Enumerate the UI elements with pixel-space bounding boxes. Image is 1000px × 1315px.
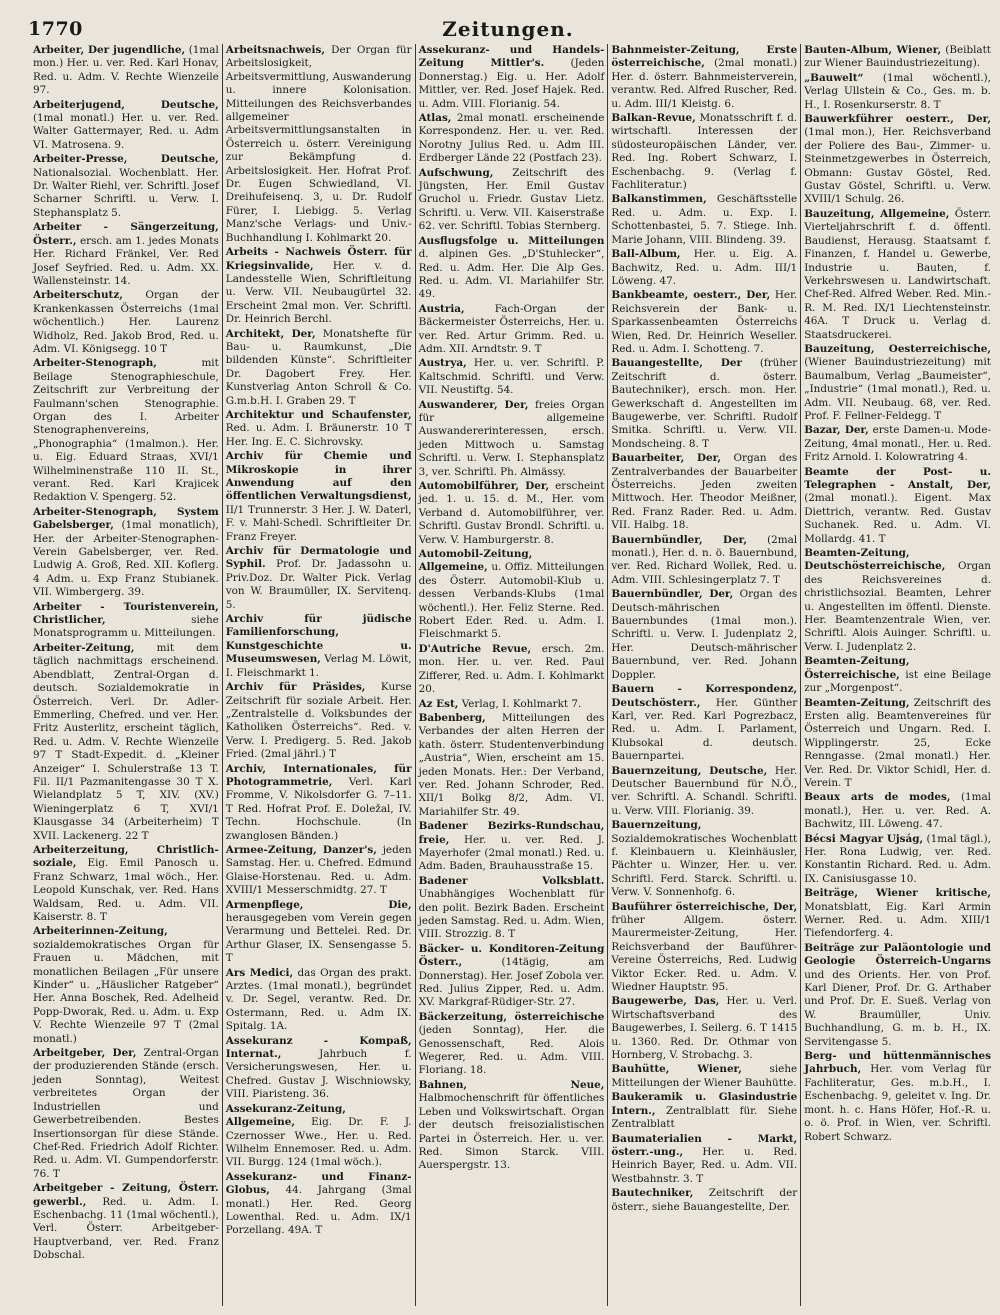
- entry-title: Bauernzeitung, Deutsche,: [611, 764, 768, 777]
- directory-entry: [611, 588, 797, 682]
- entry-title: Bauführer österreichische, Der,: [611, 900, 798, 913]
- directory-entry: [611, 819, 797, 899]
- entry-text: Organ der Krankenkassen Österreichs (1mal wöchentlich.) Her. Laurenz Widholz, Red. Jakob Brod, Red. u. Adm. VI. Königsegg. 10 T: [33, 289, 219, 355]
- column-3: [416, 44, 609, 1306]
- directory-entry: [419, 112, 605, 166]
- entry-title: Architekt, Der,: [225, 327, 316, 340]
- entry-title: Ars Medici,: [225, 966, 294, 979]
- entry-title: Bécsi Magyar Ujság,: [804, 832, 924, 845]
- directory-entry: [33, 289, 219, 356]
- directory-entry: [226, 613, 412, 680]
- entry-title: Bauarbeiter, Der,: [611, 452, 722, 465]
- directory-entry: [804, 655, 991, 695]
- entry-title: Ausflugsfolge u. Mitteilungen: [418, 234, 605, 247]
- directory-entry: [33, 844, 219, 924]
- entry-title: Aufschwung,: [418, 166, 494, 179]
- entry-title: Babenberg,: [418, 711, 486, 724]
- entry-title: Arbeitgeber, Der,: [33, 1047, 137, 1060]
- directory-entry: [419, 357, 605, 397]
- directory-entry: [804, 72, 991, 112]
- entry-title: Archiv, Internationales, für Photogrammetrie,: [225, 762, 412, 788]
- entry-text: Monatsschrift f. d. wirtschaftl. Interessen der südosteuropäischen Länder, ver. Red. Ing. Robert Schwarz, I. Eschenbachg. 9. (Verlag f. Fachliteratur.): [611, 112, 798, 192]
- entry-text: ist eine Beilage zur „Morgenpost“.: [804, 668, 991, 695]
- directory-entry: [33, 642, 219, 843]
- entry-text: (2mal monatl.), Her. d. n. ö. Bauernbund, ver. Red. Richard Wollek, Red. u. Adm. VIII. Schlesingerplatz 7. T: [611, 533, 798, 586]
- entry-text: (1mal monatl.) Her. u. ver. Red. Walter Gattermayer, Red. u. Adm VI. Matrosena. 9.: [33, 112, 219, 151]
- entry-title: Bauangestellte, Der: [611, 357, 743, 370]
- directory-entry: [611, 1063, 797, 1090]
- entry-title: Arbeiter-Stenograph, System Gabelsberger,: [33, 505, 219, 532]
- directory-entry: [33, 357, 219, 504]
- directory-entry: [419, 303, 605, 357]
- directory-entry: [804, 833, 991, 887]
- column-4: [608, 44, 801, 1306]
- directory-entry: [226, 328, 412, 408]
- entry-text: mit dem täglich nachmittags erscheinend. Abendblatt, Zentral-Organ d. deutsch. Sozialdemokratie in Österreich. Verl. Dr. Adler-Emmerling, Chefred. und ver. Her. Fritz Austerlitz, erscheint täglich, Red. u. Adm. V. Rechte Wienzeile 97 T Stadt-Expedit. d. „Kleiner Anzeiger“ I. Schulerstraße 13 T. Fil. II/1 Pazmanitengasse 30 T X. Wielandplatz 5 T, XIV. (XV.) Wieningerplatz 6 T, XVI/1 Klausgasse 34 (Arbeiterheim) T XVII. Lackenerg. 22 T: [33, 641, 219, 842]
- directory-entry: [419, 820, 605, 874]
- directory-entry: [33, 99, 219, 153]
- entry-title: Arbeiter - Sängerzeitung, Österr.,: [33, 221, 219, 247]
- entry-title: Archiv für Chemie und Mikroskopie in ihrer Anwendung auf den öffentlichen Verwaltungsdienst,: [225, 450, 412, 503]
- directory-entry: [226, 681, 412, 761]
- directory-entry: [419, 712, 605, 819]
- entry-title: Arbeiterjugend, Deutsche,: [33, 98, 219, 111]
- entry-title: Balkan-Revue,: [611, 112, 696, 125]
- entry-text: 2mal monatl. erscheinende Korrespondenz. Her. u. ver. Red. Norotny Julius Red. u. Adm III. Erdberger Lände 22 (Postfach 23).: [418, 112, 605, 165]
- entry-text: Mitteilungen des Verbandes der alten Herren der kath. österr. Studentenverbindung „Austria“, Wien, erscheint am 15. jeden Monats. Her.: Der Verband, ver. Red. Johann Schroder, Red. XII/1 Bolkg 8/2, Adm. VI. Mariahilfer Str. 49.: [418, 711, 605, 818]
- directory-entry: [419, 167, 605, 234]
- directory-entry: [611, 44, 797, 111]
- entry-text: Nationalsozial. Wochenblatt. Her. Dr. Walter Riehl, ver. Schriftl. Josef Scharner Schriftl. u. Verw. I. Stephansplatz 5.: [33, 166, 219, 219]
- directory-entry: [611, 248, 797, 288]
- directory-entry: [804, 44, 991, 71]
- entry-title: Automobil-Zeitung, Allgemeine,: [418, 548, 533, 574]
- directory-entry: [419, 943, 605, 1010]
- entry-title: Badener Volksblatt.: [418, 874, 605, 887]
- entry-text: (2mal monatl.). Eigent. Max Diettrich, verantw. Red. Gustav Suchanek. Red. u. Adm. VI. Mollardg. 41. T: [804, 492, 991, 545]
- directory-entry: [33, 153, 219, 220]
- directory-entry: [33, 925, 219, 1046]
- entry-text: Her. Günther Karl, ver. Red. Karl Pogrezbacz, Red. u. Adm. I. Parlament, Klubsokal d. deutsch. Bauernpartei.: [611, 696, 798, 763]
- entry-title: Armee-Zeitung, Danzer's,: [225, 843, 377, 856]
- entry-text: Her. u. ver. Schriftl. P. Kaltschmid. Schriftl. und Verw. VII. Neustiftg. 54.: [418, 357, 605, 397]
- entry-title: Badener Bezirks-Rundschau, freie,: [418, 820, 605, 846]
- column-2: [223, 44, 416, 1306]
- entry-title: Berg- und hüttenmännisches Jahrbuch,: [804, 1050, 991, 1076]
- entry-title: Baugewerbe, Das,: [611, 995, 720, 1008]
- directory-entry: [226, 1103, 412, 1170]
- column-5: [801, 44, 994, 1306]
- entry-text: erscheint jed. 1. u. 15. d. M., Her. vom Verband d. Automobilführer, ver. Schriftl. Gustav Brondl. Schriftl. u. Verw. V. Hamburgerstr. 8.: [418, 480, 605, 546]
- entry-text: (1mal monatlich), Her. der Arbeiter-Stenographen-Verein Gabelsberger, ver. Red. Ludwig A. Groß, Red. XII. Koflerg. 4 Adm. u. Exp Franz Stubianek. VII. Wimbergerg. 39.: [33, 519, 219, 599]
- page-header: [28, 14, 988, 44]
- entry-title: Bauten-Album, Wiener,: [804, 44, 942, 56]
- directory-entry: [611, 995, 797, 1062]
- entry-text: Verl. Karl Fromme, V. Nikolsdorfer G. 7–11. T Red. Hofrat Prof. E. Doležal, IV. Techn. Hochschule. (In zwanglosen Bänden.): [225, 775, 412, 842]
- entry-title: Bäckerzeitung, österreichische: [418, 1010, 605, 1023]
- entry-text: (14tägig, am Donnerstag). Her. Josef Zobola ver. Red. Julius Zipper, Red. u. Adm. XV. Markgraf-Rüdiger-Str. 27.: [418, 956, 605, 1009]
- entry-title: Bauwerkführer oesterr., Der,: [804, 113, 991, 126]
- entry-text: Her. u. Verl. Wirtschaftsverband des Baugewerbes, I. Seilerg. 6. T 1415 u. 1360. Red. Dr. Othmar von Hornberg, V. Strobachg. 3.: [611, 995, 798, 1062]
- entry-text: das Organ des prakt. Arztes. (1mal monatl.), begründet v. Dr. Segel, verantw. Red. Dr. Ostermann, Red. u. Adm IX. Spitalg. 1A.: [225, 966, 412, 1033]
- entry-title: Archiv für Dermatologie und Syphil.: [225, 545, 412, 571]
- directory-entry: [611, 452, 797, 532]
- entry-title: Assekuranz- und Handels-Zeitung Mittler's.: [418, 44, 605, 70]
- entry-title: D'Autriche Revue,: [418, 642, 532, 655]
- entry-title: Bäcker- u. Konditoren-Zeitung Österr.,: [418, 942, 605, 969]
- entry-text: (1mal wöchentl.), Verlag Ullstein & Co., Ges. m. b. H., I. Rosenkurserstr. 8. T: [804, 71, 991, 111]
- entry-title: Atlas,: [418, 112, 452, 125]
- entry-title: Arbeiter-Stenograph,: [33, 357, 157, 370]
- entry-text: Geschäftsstelle Red. u. Adm. u. Exp. I. Schottenbastei, 5. 7. Stiege. Inh. Marie Johann, VIII. Blindeng. 39.: [611, 193, 798, 246]
- entry-title: Beiträge, Wiener kritische,: [804, 887, 991, 900]
- entry-text: Eig. Dr. F. J. Czernosser Wwe., Her. u. Red. Wilhelm Ennemoser. Red. u. Adm. VII. Burgg. 124 (1mal wöch.).: [225, 1116, 412, 1169]
- directory-entry: [226, 763, 412, 843]
- directory-entry: [226, 899, 412, 966]
- page-number: 1770: [28, 18, 83, 40]
- entry-text: (1mal mon.), Her. Reichsverband der Poliere des Bau-, Zimmer- u. Steinmetzgewerbes in Österreich, Obmann: Gustav Göstel, Red. Gustav Göstel, Schriftl. u. Verw. XVIII/1 Schulg. 26.: [804, 126, 991, 206]
- entry-title: Archiv für Präsides,: [225, 681, 366, 694]
- entry-text: erste Damen-u. Mode-Zeitung, 4mal monatl., Her. u. Red. Fritz Arnold. I. Kolowratring 4.: [804, 424, 991, 464]
- entry-text: (1mal tägl.), Her. Rona Ludwig, ver. Red. Konstantin Richard. Red. u. Adm. IX. Canisiusgasse 10.: [804, 832, 991, 885]
- entry-text: Fach-Organ der Bäckermeister Österreichs, Her. u. ver. Red. Artur Grimm. Red. u. Adm. XII. Arndtstr. 9. T: [418, 302, 605, 355]
- entry-text: Organ des Deutsch-mährischen Bauernbundes (1mal mon.). Schriftl. u. Verw. I. Judenplatz 2, Her. Deutsch-mährischer Bauernbund, ver. Red. Johann Doppler.: [611, 588, 798, 681]
- entry-title: Beaux arts de modes,: [804, 791, 951, 804]
- entry-title: Az Est,: [418, 697, 459, 710]
- directory-entry: [611, 1133, 797, 1187]
- entry-text: Zeitschrift des Ersten allg. Beamtenvereines für Österreich und Ungarn. Red. I. Wipplingerstr. 25, Ecke Renngasse. (2mal monatl.) Her. Ver. Red. Dr. Viktor Schidl, Her. d. Verein. T: [804, 696, 991, 789]
- entry-text: Monatshefte für Bau- u. Raumkunst, „Die bildenden Künste“. Schriftleiter Dr. Dagobert Frey. Her. Kunstverlag Anton Schroll & Co. G.m.b.H. I. Graben 29. T: [225, 327, 412, 407]
- directory-entry: [611, 901, 797, 995]
- directory-entry: [611, 1091, 797, 1131]
- entry-title: Bahnmeister-Zeitung, Erste österreichische,: [611, 44, 798, 70]
- directory-entry: [226, 246, 412, 326]
- entry-title: Bauern - Korrespondenz, Deutschösterr.,: [611, 683, 798, 709]
- entry-title: Arbeiter, Der jugendliche,: [33, 44, 186, 56]
- entry-title: Bauernbündler, Der,: [611, 533, 748, 546]
- directory-entry: [804, 791, 991, 831]
- directory-entry: [611, 765, 797, 819]
- directory-entry: [33, 601, 219, 641]
- directory-entry: [226, 545, 412, 612]
- entry-text: (2mal monatl.) Her. d. österr. Bahnmeisterverein, verantw. Red. Alfred Ruscher, Red. u. Adm. III/1 Kleistg. 6.: [611, 57, 798, 110]
- directory-entry: [611, 112, 797, 192]
- entry-text: (Jeden Donnerstag.) Eig. u. Her. Adolf Mittler, ver. Red. Josef Hajek. Red. u. Adm. VIII. Florianig. 54.: [418, 57, 605, 110]
- directory-entry: [611, 534, 797, 588]
- entry-title: Baukeramik u. Glasindustrie Intern.,: [611, 1091, 798, 1117]
- entry-text: Her. vom Verlag für Fachliteratur, Ges. m.b.H., I. Eschenbachg. 9, geleitet v. Ing. Dr. mont. h. c. Hans Höfer, Hof.-R. u. o. ö. Prof. in Wien, ver. Schriftl. Robert Schwarz.: [804, 1063, 991, 1143]
- entry-title: Arbeitsnachweis,: [225, 44, 325, 56]
- entry-title: Beamten-Zeitung, Deutschösterreichische,: [804, 547, 946, 573]
- entry-title: Assekuranz - Kompaß, Internat.,: [225, 1034, 412, 1061]
- directory-entry: [419, 235, 605, 302]
- entry-text: siehe Monatsprogramm u. Mitteilungen.: [33, 614, 219, 640]
- entry-text: Zeitschrift der österr., siehe Bauangestellte, Der.: [611, 1187, 798, 1213]
- entry-title: Ball-Album,: [611, 248, 681, 261]
- directory-entry: [804, 887, 991, 941]
- listing-columns: [30, 44, 994, 1306]
- entry-title: Automobilführer, Der,: [418, 480, 550, 492]
- entry-text: Verlag, I. Kohlmarkt 7.: [461, 697, 582, 710]
- directory-entry: [33, 1182, 219, 1262]
- entry-text: Österr. Vierteljahrschrift f. d. öffentl. Baudienst, Herausg. Staatsamt f. Finanzen, f. Handel u. Gewerbe, Industrie u. Bauten, f. Verkehrswesen u. Landwirtschaft. Chef-Red. Alfred Weber. Red. Min.-R. M. Red. IX/1 Liechtensteinstr. 46A. T Druck u. Verlag d. Staatsdruckerei.: [804, 207, 991, 341]
- directory-entry: [226, 1171, 412, 1238]
- directory-entry: [804, 942, 991, 1049]
- directory-entry: [611, 193, 797, 247]
- entry-title: Archiv für jüdische Familienforschung, Kunstgeschichte u. Museumswesen,: [225, 613, 412, 666]
- entry-text: 44. Jahrgang (3mal monatl.) Her. Red. Georg Lowenthal. Red. u. Adm. IX/1 Porzellang. 49A. T: [225, 1184, 412, 1237]
- directory-entry: [226, 844, 412, 898]
- entry-title: Arbeiterschutz,: [33, 289, 123, 302]
- entry-text: siehe Mitteilungen der Wiener Bauhütte.: [611, 1063, 798, 1089]
- entry-text: herausgegeben vom Verein gegen Verarmung und Bettelei. Red. Dr. Arthur Glaser, IX. Sensengasse 5. T: [225, 912, 412, 965]
- entry-title: Auswanderer, Der,: [418, 398, 529, 411]
- entry-text: Her. u. ver. Red. J. Mayerhofer (2mal monatl.) Red. u. Adm. Baden, Brauhausstraße 15.: [418, 833, 605, 873]
- entry-text: Prof. Dr. Jadassohn u. Priv.Doz. Dr. Walter Pick. Verlag von W. Braumüller, IX. Servitenq. 5.: [225, 558, 412, 611]
- entry-text: Red. u. Adm. I. Bräunerstr. 10 T Her. Ing. E. C. Sichrovsky.: [225, 422, 412, 448]
- entry-title: Assekuranz-Zeitung, Allgemeine,: [225, 1102, 346, 1129]
- entry-text: II/1 Trunnerstr. 3 Her. J. W. Daterl, F. v. Mahl-Schedl. Schriftleiter Dr. Franz Freyer.: [225, 503, 412, 543]
- directory-entry: [226, 450, 412, 544]
- entry-text: und des Orients. Her. von Prof. Karl Diener, Prof. Dr. G. Arthaber und Prof. Dr. E. Sueß. Verlag von W. Braumüller, Univ. Buchhandlung, G. m. b. H., IX. Servitengasse 5.: [804, 968, 991, 1048]
- directory-entry: [611, 289, 797, 356]
- entry-text: Unabhängiges Wochenblatt für den polit. Bezirk Baden. Erscheint jeden Samstag. Red. u. Adm. Wien, VIII. Strozzig. 8. T: [418, 888, 605, 941]
- entry-text: (jeden Sonntag), Her. die Genossenschaft, Red. Alois Wegerer, Red. u. Adm. VIII. Floriang. 18.: [418, 1024, 605, 1077]
- directory-entry: [226, 967, 412, 1034]
- directory-entry: [33, 221, 219, 288]
- entry-title: Baumaterialien - Markt, österr.-ung.,: [611, 1132, 798, 1158]
- entry-title: Beamten-Zeitung, Österreichische,: [804, 655, 910, 681]
- entry-title: Bauzeitung, Allgemeine,: [804, 207, 950, 220]
- directory-entry: [611, 1187, 797, 1214]
- entry-title: Bauernbündler, Der,: [611, 588, 734, 601]
- directory-entry: [804, 466, 991, 546]
- entry-text: Monatsblatt, Eig. Karl Armin Werner. Red. u. Adm. XIII/1 Tiefendorferg. 4.: [804, 900, 991, 940]
- entry-title: Bauhütte, Wiener,: [611, 1063, 742, 1076]
- page-title: Zeitungen.: [442, 17, 574, 41]
- directory-entry: [804, 113, 991, 207]
- entry-title: Arbeiterzeitung, Christlich-soziale,: [33, 843, 219, 870]
- entry-text: ersch. am 1. jedes Monats Her. Richard Fränkel, Ver. Red Josef Seyfried. Red. u. Adm. XX. Wallensteinstr. 14.: [33, 234, 219, 287]
- entry-text: u. Offiz. Mitteilungen des Österr. Automobil-Klub u. dessen Verbands-Klubs (1mal wöchentl.). Her. Feliz Sterne. Red. Robert Eder. Red. u. Adm. I. Fleischmarkt 5.: [418, 561, 605, 641]
- directory-entry: [226, 44, 412, 245]
- directory-entry: [804, 208, 991, 342]
- directory-entry: [419, 643, 605, 697]
- directory-entry: [419, 875, 605, 942]
- entry-text: freies Organ für allgemeine Auswandererinteressen, ersch. jeden Mittwoch u. Samstag Schriftl. u. Verw. I. Stephansplatz 3, ver. Schriftl. Ph. Almässy.: [418, 398, 605, 478]
- entry-title: „Bauwelt“: [804, 71, 864, 84]
- entry-text: (1mal mon.) Her. u. ver. Red. Karl Honav, Red. u. Adm. V. Rechte Wienzeile 97.: [33, 44, 219, 97]
- directory-entry: [33, 1047, 219, 1181]
- entry-text: Halbmochenschrift für öffentliches Leben und Volkswirtschaft. Organ der deutsch freisozialistischen Partei in Österreich. Her. u. ver. Red. Simon Starck. VIII. Auerspergstr. 13.: [418, 1092, 605, 1172]
- entry-text: Organ des Reichsvereines d. christlichsozial. Beamten, Lehrer u. Angestellten im öffentl. Dienste. Her. Beamtenzentrale Wien, ver. Schriftl. Alois Auinger. Schriftl. u. Verw. I. Judenplatz 2.: [804, 560, 991, 653]
- entry-text: sozialdemokratisches Organ für Frauen u. Mädchen, mit monatlichen Beilagen „Für unsere Kinder“ u. „Häuslicher Ratgeber“ Her. Anna Boschek, Red. Adelheid Popp-Dworak, Red. u. Adm. u. Exp V. Rechte Wienzeile 97 T (2mal monatl.): [33, 938, 219, 1045]
- directory-entry: [804, 343, 991, 423]
- directory-entry: [611, 357, 797, 451]
- entry-text: Verlag M. Löwit, I. Fleischmarkt 1.: [225, 653, 412, 679]
- entry-text: (Beiblatt zur Wiener Bauindustriezeitung).: [804, 44, 991, 70]
- directory-entry: [226, 409, 412, 449]
- entry-text: Der Organ für Arbeitslosigkeit, Arbeitsvermittlung, Auswanderung u. innere Kolonisation. Mitteilungen des Reichsverbandes allgemeiner Arbeitsvermittlungsanstalten in Österreich u. österr. Vereinigung zur Bekämpfung d. Arbeitslosigkeit. Her. Hofrat Prof. Dr. Eugen Schwiedland, VI. Dreihufeisenq. 3, u. Dr. Rudolf Fürer, I. Liebigg. 5. Verlag Manz'sche Verlags- und Univ.-Buchhandlung I. Kohlmarkt 20.: [225, 44, 412, 244]
- entry-title: Arbeits - Nachweis Österr. für Kriegsinvalide,: [225, 246, 412, 272]
- directory-entry: [804, 424, 991, 464]
- entry-text: Organ des Zentralverbandes der Bauarbeiter Österreichs. Jeden zweiten Mittwoch. Her. Theodor Meißner, Red. Franz Rader. Red. u. Adm. VII. Halbg. 18.: [611, 452, 798, 532]
- entry-title: Arbeiter-Zeitung,: [33, 641, 135, 654]
- entry-text: (Wiener Bauindustriezeitung) mit Baumalbum, Verlag „Baumeister“, „Industrie“ (1mal monatl.), Red. u. Adm. VII. Neubaug. 68, ver. Red. Prof. F. Fellner-Feldegg. T: [804, 356, 991, 422]
- directory-entry: [419, 1011, 605, 1078]
- directory-entry: [419, 548, 605, 642]
- entry-title: Architektur und Schaufenster,: [225, 408, 412, 421]
- entry-text: Her. Deutscher Bauernbund für N.Ö., ver. Schriftl. A. Schandl. Schriftl. u. Verw. VIII. Florianig. 39.: [611, 764, 798, 817]
- entry-title: Bauzeitung, Oesterreichische,: [804, 342, 991, 355]
- entry-title: Balkanstimmen,: [611, 193, 707, 206]
- entry-title: Assekuranz- und Finanz-Globus,: [225, 1170, 412, 1197]
- entry-title: Bauernzeitung,: [611, 819, 702, 832]
- directory-entry: [804, 697, 991, 791]
- entry-title: Arbeiterinnen-Zeitung,: [33, 925, 168, 938]
- entry-text: Zeitschrift des Jüngsten, Her. Emil Gustav Gruchol u. Friedr. Gustav Lietz. Schriftl. u. Verw. VII. Kaiserstraße 62. ver. Schriftl. Tobias Sternberg.: [418, 166, 605, 233]
- directory-entry: [419, 698, 605, 711]
- entry-title: Arbeitgeber - Zeitung, Österr. gewerbl.,: [33, 1182, 219, 1208]
- entry-text: jeden Samstag. Her. u. Chefred. Edmund Glaise-Horstenau. Red. u. Adm. XVIII/1 Messerschmidtg. 27. T: [225, 843, 412, 897]
- entry-text: (1mal monatl.), Her. u. ver. Red. A. Bachwitz, III. Löweng. 47.: [804, 791, 991, 831]
- entry-title: Bahnen, Neue,: [418, 1078, 605, 1091]
- directory-entry: [611, 683, 797, 763]
- entry-text: (früher Zeitschrift d. österr. Bautechniker), ersch. mon. Her. Gewerkschaft d. Angestellten im Baugewerbe, ver. Schriftl. Rudolf Smitka. Schriftl. u. Verw. VII. Mondscheing. 8. T: [611, 357, 798, 450]
- entry-title: Austrya,: [418, 357, 467, 370]
- entry-title: Bazar, Der,: [804, 424, 869, 437]
- entry-text: ersch. 2m. mon. Her. u. ver. Red. Paul Zifferer, Red. u. Adm. I. Kohlmarkt 20.: [418, 642, 605, 696]
- directory-entry: [804, 1050, 991, 1144]
- entry-text: Her. Reichsverein der Bank- u. Sparkassenbeamten Österreichs Wien, Red. Dr. Heinrich Weseller. Red. u. Adm. I. Schotteng. 7.: [611, 289, 798, 355]
- entry-text: d. alpinen Ges. „D'Stuhlecker“, Red. u. Adm. Her. Die Alp Ges. Red. u. Adm. VI. Mariahilfer Str. 49.: [418, 248, 605, 301]
- entry-text: früher Allgem. österr. Maurermeister-Zeitung, Her. Reichsverband der Bauführer-Vereine Österreichs, Red. Ludwig Viktor Ecker. Red. u. Adm. V. Wiedner Hauptstr. 95.: [611, 914, 798, 994]
- entry-text: Eig. Emil Panosch u. Franz Schwarz, 1mal wöch., Her. Leopold Kunschak, ver. Red. Hans Waldsam, Red. u. Adm. VII. Kaiserstr. 8. T: [33, 857, 219, 923]
- entry-text: Zentral-Organ der produzierenden Stände (ersch. jeden Sonntag), Weitest verbreitetes Organ der Industriellen und Gewerbetreibenden. Bestes Insertionsorgan für diese Stände. Chef-Red. Friedrich Adolf Richter. Red. u. Adm. VI. Gumpendorferstr. 76. T: [33, 1047, 219, 1180]
- directory-entry: [226, 1035, 412, 1102]
- entry-text: Sozialdemokratisches Wochenblatt f. Kleinbauern u. Kleinhäusler, Pächter u. Winzer, Her. u. ver. Schriftl. Ferd. Starck. Schriftl. u. Verw. V. Sonnenhofg. 6.: [611, 832, 798, 899]
- entry-title: Beamte der Post- u. Telegraphen - Anstalt, Der,: [804, 465, 991, 491]
- entry-text: Her. v. d. Landesstelle Wien, Schriftleitung u. Verw. VII. Neubaugürtel 32. Erscheint 2mal mon. Ver. Schriftl. Dr. Heinrich Berchl.: [225, 259, 412, 326]
- entry-title: Beiträge zur Paläontologie und Geologie Österreich-Ungarns: [804, 941, 991, 968]
- entry-title: Arbeiter - Touristenverein, Christlicher,: [33, 600, 219, 627]
- entry-title: Bankbeamte, oesterr., Der,: [611, 289, 771, 302]
- entry-text: Zentralblatt für. Siehe Zentralblatt: [611, 1104, 798, 1131]
- entry-title: Armenpflege, Die,: [225, 898, 412, 911]
- entry-title: Bautechniker,: [611, 1187, 694, 1200]
- entry-text: Kurse Zeitschrift für soziale Arbeit. Her. „Zentralstelle d. Volksbundes der Katholiken Österreichs“. Red. v. Verw. I. Predigerg. 5. Red. Jakob Fried. (2mal jährl.) T: [225, 681, 412, 761]
- entry-title: Arbeiter-Presse, Deutsche,: [33, 153, 219, 166]
- entry-text: Red. u. Adm. I. Eschenbachg. 11 (1mal wöchentl.), Verl. Österr. Arbeitgeber-Hauptverband, ver. Red. Franz Dobschal.: [33, 1195, 219, 1262]
- column-1: [30, 44, 223, 1306]
- directory-entry: [804, 547, 991, 654]
- directory-entry: [419, 44, 605, 111]
- directory-entry: [33, 44, 219, 98]
- entry-text: mit Beilage Stenographieschule, Zeitschrift zur Verbreitung der Faulmann'schen Stenographie. Organ des I. Arbeiter Stenographenvereins, „Phonographia“ (1malmon.). Her. u. Eig. Eduard Straas, XVI/1 Wilhelminenstraße 110 II. St., verant. Red. Karl Krajicek Redaktion V. Spengerg. 52.: [33, 357, 219, 504]
- directory-entry: [419, 399, 605, 479]
- entry-title: Austria,: [418, 302, 465, 315]
- entry-text: Her. u. Eig. A. Bachwitz, Red. u. Adm. III/1 Löweng. 47.: [611, 248, 798, 287]
- directory-entry: [419, 480, 605, 547]
- entry-title: Beamten-Zeitung,: [804, 696, 910, 709]
- entry-text: Jahrbuch f. Versicherungswesen, Her. u. Chefred. Gustav J. Wischniowsky, VIII. Piaristeng. 36.: [225, 1048, 412, 1101]
- directory-entry: [33, 506, 219, 600]
- directory-entry: [419, 1079, 605, 1173]
- entry-text: Her. u. Red. Heinrich Bayer, Red. u. Adm. VII. Westbahnstr. 3. T: [611, 1145, 798, 1185]
